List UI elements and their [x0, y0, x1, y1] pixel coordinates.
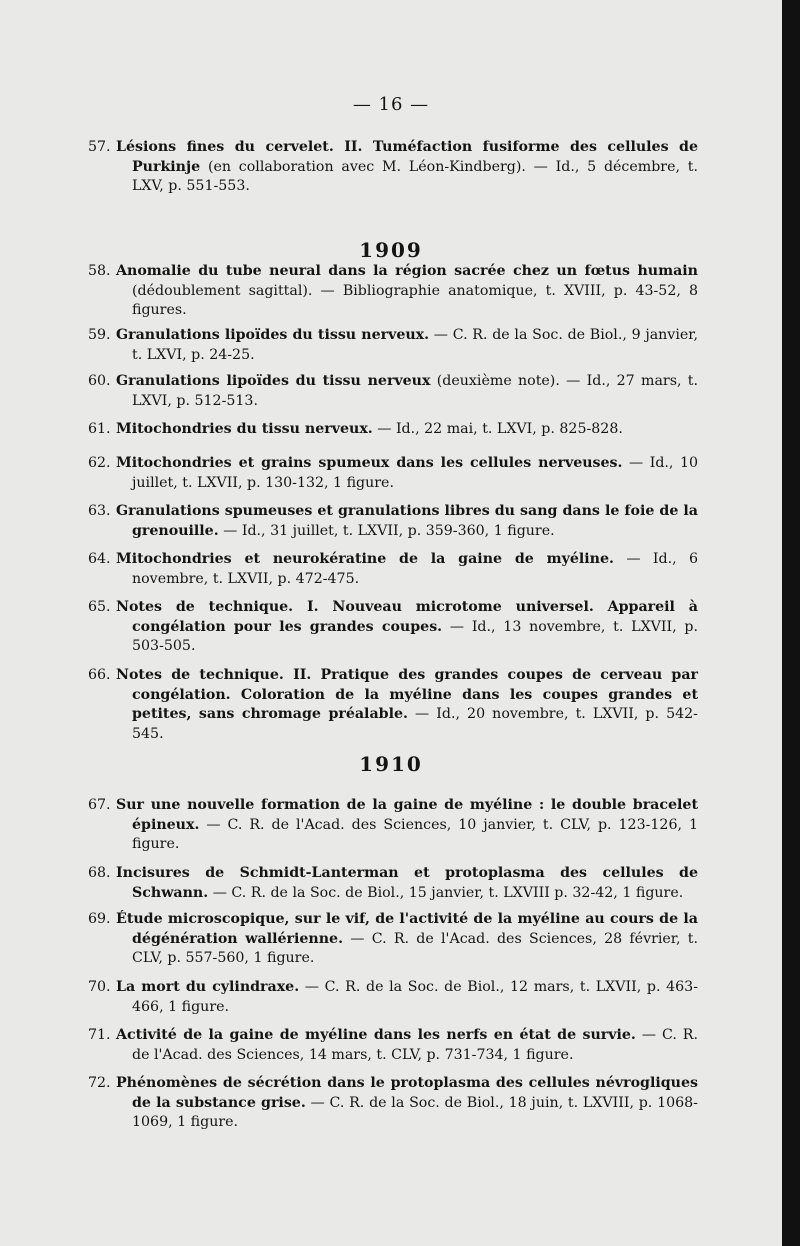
list-item: 64. Mitochondries et neurokératine de la gaine de myéline. — Id., 6 novembre, t. LXVII, p. 472-475.: [88, 551, 698, 587]
list-item: 68. Incisures de Schmidt-Lanterman et protoplasma des cellules de Schwann. — C. R. de la Soc. de Biol., 15 janvier, t. LXVIII p. 32-42, 1 figure.: [88, 865, 698, 901]
year-heading-1910: 1910: [359, 752, 423, 776]
list-item: 61. Mitochondries du tissu nerveux. — Id., 22 mai, t. LXVI, p. 825-828.: [88, 421, 623, 437]
list-item: 57. Lésions fines du cervelet. II. Tuméfaction fusiforme des cellules de Purkinje (en collaboration avec M. Léon-Kindberg). — Id., 5 décembre, t. LXV, p. 551-553.: [88, 139, 698, 194]
list-item: 72. Phénomènes de sécrétion dans le protoplasma des cellules névrogliques de la substance grise. — C. R. de la Soc. de Biol., 18 juin, t. LXVIII, p. 1068-1069, 1 figure.: [88, 1075, 698, 1130]
page-edge-shadow: [782, 0, 800, 1246]
list-item: 66. Notes de technique. II. Pratique des grandes coupes de cerveau par congélation. Coloration de la myéline dans les coupes grandes et petites, sans chromage préalable. — Id., 20 novembre, t. LXVII, p. 542-545.: [88, 667, 698, 742]
list-item: 67. Sur une nouvelle formation de la gaine de myéline : le double bracelet épineux. — C. R. de l'Acad. des Sciences, 10 janvier, t. CLV, p. 123-126, 1 figure.: [88, 797, 698, 852]
list-item: 71. Activité de la gaine de myéline dans les nerfs en état de survie. — C. R. de l'Acad. des Sciences, 14 mars, t. CLV, p. 731-734, 1 figure.: [88, 1027, 698, 1063]
list-item: 62. Mitochondries et grains spumeux dans les cellules nerveuses. — Id., 10 juillet, t. LXVII, p. 130-132, 1 figure.: [88, 455, 698, 491]
list-item: 60. Granulations lipoïdes du tissu nerveux (deuxième note). — Id., 27 mars, t. LXVI, p. 512-513.: [88, 373, 699, 409]
list-item: 65. Notes de technique. I. Nouveau microtome universel. Appareil à congélation pour les grandes coupes. — Id., 13 novembre, t. LXVII, p. 503-505.: [88, 599, 698, 654]
page-number: — 16 —: [352, 94, 430, 115]
list-item: 63. Granulations spumeuses et granulations libres du sang dans le foie de la grenouille. — Id., 31 juillet, t. LXVII, p. 359-360, 1 figure.: [88, 503, 698, 539]
list-item: 69. Étude microscopique, sur le vif, de l'activité de la myéline au cours de la dégénération wallérienne. — C. R. de l'Acad. des Sciences, 28 février, t. CLV, p. 557-560, 1 figure.: [88, 911, 698, 966]
list-item: 70. La mort du cylindraxe. — C. R. de la Soc. de Biol., 12 mars, t. LXVII, p. 463-466, 1 figure.: [88, 979, 698, 1015]
year-heading-1909: 1909: [359, 238, 423, 262]
list-item: 58. Anomalie du tube neural dans la région sacrée chez un fœtus humain (dédoublement sagittal). — Bibliographie anatomique, t. XVIII, p. 43-52, 8 figures.: [88, 263, 698, 318]
list-item: 59. Granulations lipoïdes du tissu nerveux. — C. R. de la Soc. de Biol., 9 janvier, t. LXVI, p. 24-25.: [88, 327, 698, 363]
